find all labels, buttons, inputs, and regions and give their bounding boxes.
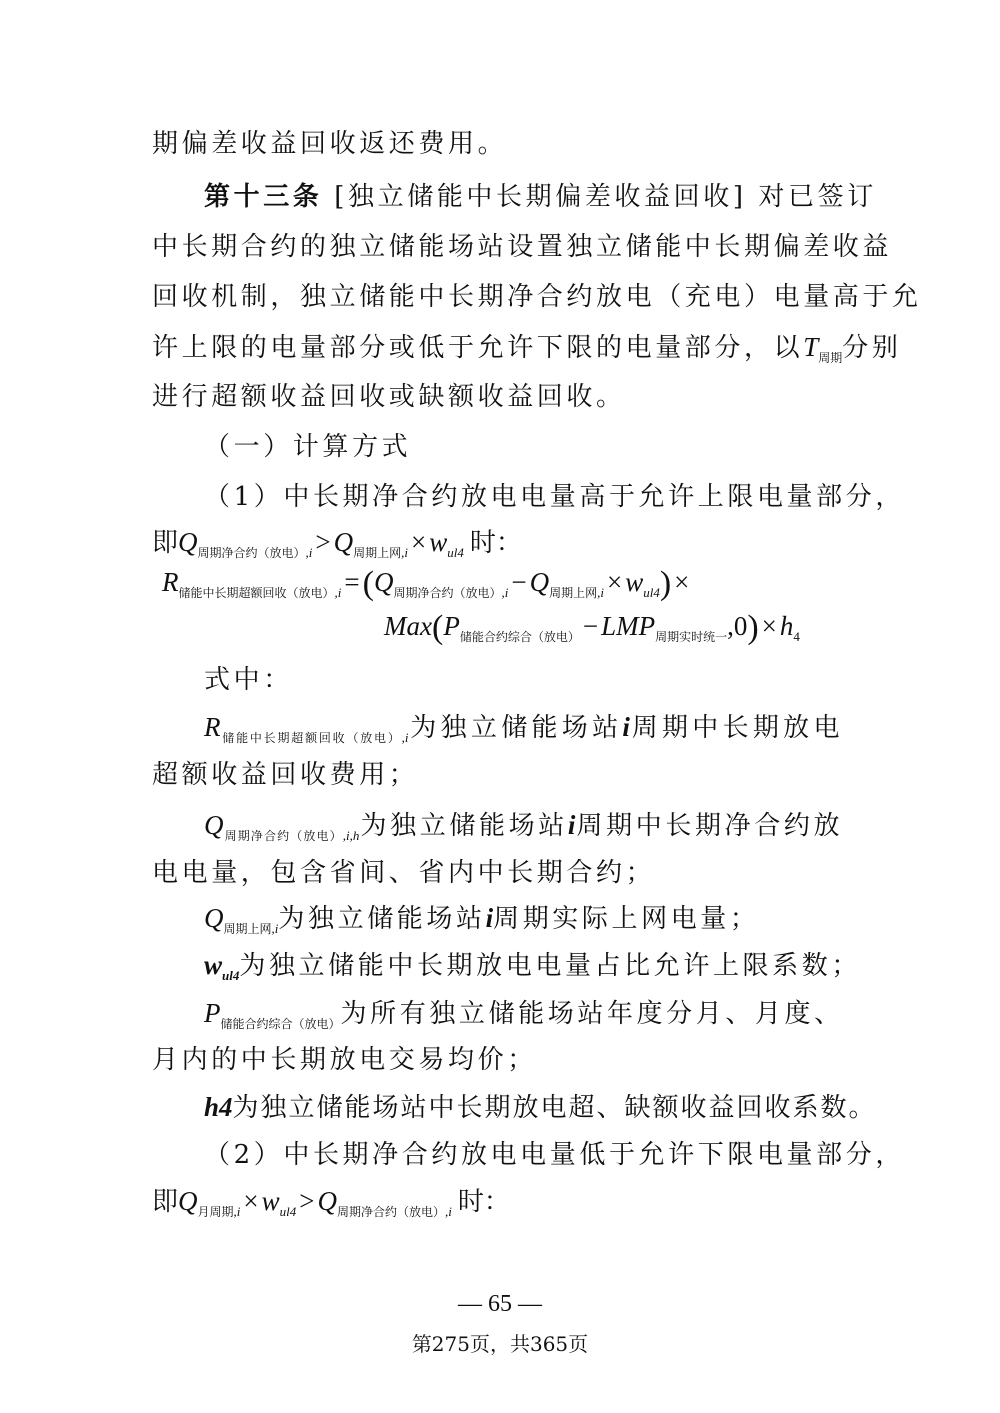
text-span: 中长期合约的独立储能场站设置独立储能中长期偏差收益 [152, 232, 893, 262]
text-span: LMP [601, 611, 656, 641]
text-span: ( [362, 565, 374, 602]
text-span: × [761, 611, 777, 641]
definition-q-shangwang [204, 898, 842, 949]
text-span: 周期净合约（放电） [197, 546, 306, 560]
text-span: 式中： [204, 665, 293, 695]
math-expression [162, 565, 692, 602]
text-span: × [674, 567, 690, 597]
text-span: ,i [305, 545, 313, 560]
article-title: 第十三条 [204, 182, 323, 212]
math-expression: h4 [204, 1092, 233, 1122]
text-span: 分别 [842, 333, 902, 363]
text-span: w [625, 567, 644, 597]
math-expression: i [567, 810, 576, 840]
text-span: P [204, 998, 221, 1028]
text-span: 储能中长期超额回收（放电） [220, 731, 402, 745]
text-span: 周期净合约（放电） [393, 586, 502, 600]
text-span: ) [659, 565, 672, 602]
text-span: ,i [445, 1204, 452, 1219]
text-span: 周期中长期净合约放 [575, 811, 842, 841]
text-span: 周期实时统一 [655, 630, 728, 644]
text-span: 周期净合约（放电） [337, 1205, 446, 1219]
text-span: ul4 [643, 585, 660, 600]
text-span: 为独立储能场站 [359, 811, 568, 841]
text-span: 为独立储能场站中长期放电超、缺额收益回收系数。 [232, 1093, 877, 1123]
article-13-heading [204, 177, 877, 217]
text-span: ,i [401, 545, 409, 560]
text-span: × [243, 1186, 259, 1216]
text-span: Q [204, 903, 224, 933]
text-span: 进行超额收益回收或缺额收益回收。 [152, 382, 626, 412]
text-span: 即 [152, 528, 179, 558]
text-span: ,i [233, 1204, 241, 1219]
text-span: （一）计算方式 [204, 432, 412, 462]
text-span: P [443, 611, 460, 641]
paragraph-line [152, 755, 842, 795]
text-span: 储能合约综合（放电） [459, 630, 580, 644]
text-span: （2）中长期净合约放电电量低于允许下限电量部分， [204, 1140, 905, 1170]
text-span: 时： [457, 1187, 510, 1217]
paragraph-line [152, 853, 842, 893]
item-2 [204, 1135, 905, 1175]
page-number: — 65 — [458, 1291, 542, 1317]
text-span: 即 [152, 1187, 179, 1217]
text-span: 储能中长期超额回收（放电） [178, 586, 335, 600]
text-span: 周期 [818, 351, 843, 365]
text-span: w [429, 527, 448, 557]
text-span: 周期中长期放电 [629, 713, 842, 743]
math-expression [178, 527, 464, 560]
text-span: Q [529, 567, 550, 597]
paragraph-line [152, 377, 842, 417]
text-span: ul4 [447, 545, 464, 560]
math-expression [204, 950, 240, 983]
math-expression [204, 810, 360, 843]
page-of-total: 第275页，共365页 [411, 1332, 589, 1356]
math-expression [204, 712, 409, 745]
text-span: 时： [469, 528, 522, 558]
text-span: （1）中长期净合约放电电量高于允许上限电量部分， [204, 482, 905, 512]
shizhong [204, 660, 842, 700]
text-span: 为独立储能场站 [408, 713, 623, 743]
paragraph-line [152, 124, 842, 164]
text-span: ) [747, 609, 759, 646]
text-span: Q [333, 527, 354, 557]
definition-q [204, 805, 842, 856]
formula-line-2 [384, 606, 844, 657]
text-span: 周期净合约（放电） [223, 829, 343, 843]
text-span: × [606, 567, 623, 597]
text-span: 为独立储能中长期放电电量占比允许上限系数； [239, 951, 861, 981]
text-span: > [299, 1186, 315, 1216]
math-expression: i [622, 712, 630, 742]
text-span: ,i [501, 585, 509, 600]
text-span: 为所有独立储能场站年度分月、月度、 [340, 999, 844, 1029]
text-span: 周期上网 [353, 546, 402, 560]
text-span: 月内的中长期放电交易均价； [152, 1045, 537, 1075]
math-expression [204, 903, 279, 936]
text-span: − [582, 611, 599, 641]
text-span: Q [204, 810, 224, 840]
text-span: 储能合约综合（放电） [220, 1017, 341, 1031]
text-span: 超额收益回收费用； [152, 760, 419, 790]
text-span: 回收机制，独立储能中长期净合约放电（充电）电量高于允 [152, 282, 922, 312]
text-span: ( [431, 609, 444, 646]
text-span: [独立储能中长期偏差收益回收] 对已签订 [334, 182, 877, 212]
text-span: ,i [401, 730, 409, 745]
text-span: 许上限的电量部分或低于允许下限的电量部分，以 [152, 333, 804, 363]
text-span: ul4 [222, 968, 240, 983]
paragraph-line [152, 277, 922, 317]
text-span: Q [317, 1186, 338, 1216]
text-span: 月周期 [197, 1205, 234, 1219]
paragraph-line [152, 327, 902, 378]
math-expression [178, 1186, 452, 1219]
text-span: R [162, 567, 179, 597]
text-span: h [779, 611, 794, 641]
text-span: w [261, 1186, 280, 1216]
math-expression [204, 998, 341, 1031]
text-span: Q [373, 567, 394, 597]
definition-p [204, 993, 842, 1044]
text-span: 周期实际上网电量； [493, 904, 760, 934]
text-span: ul4 [279, 1204, 297, 1219]
paragraph-line [152, 227, 893, 267]
definition-r [204, 707, 842, 758]
definition-w [204, 945, 861, 996]
text-span: ,i [597, 585, 604, 600]
text-span: Max [384, 611, 432, 641]
text-span: > [315, 527, 331, 557]
text-span: ,i [271, 921, 279, 936]
text-span: ,i,h [342, 828, 360, 843]
text-span: 4 [793, 629, 800, 644]
math-expression [384, 609, 800, 646]
text-span: T [803, 332, 819, 362]
math-T [803, 332, 843, 365]
text-span: Q [178, 1186, 198, 1216]
text-span: ,0 [727, 611, 748, 641]
text-span: w [204, 950, 223, 980]
text-span: R [204, 712, 221, 742]
condition-formula-2 [152, 1181, 842, 1232]
text-span: 期偏差收益回收返还费用。 [152, 129, 508, 159]
text-span: 周期上网 [223, 922, 272, 936]
text-span: × [411, 527, 427, 557]
text-span: 电电量，包含省间、省内中长期合约； [152, 858, 656, 888]
text-span: 周期上网 [549, 586, 598, 600]
math-expression: i [485, 903, 494, 933]
text-span: 为独立储能场站 [278, 904, 486, 934]
paragraph-line [152, 1040, 842, 1080]
text-span: ,i [334, 585, 342, 600]
section-heading [204, 427, 842, 467]
item-1 [204, 477, 905, 517]
text-span: − [511, 567, 527, 597]
text-span: Q [178, 527, 198, 557]
definition-h4 [204, 1087, 877, 1128]
text-span: = [344, 567, 360, 597]
